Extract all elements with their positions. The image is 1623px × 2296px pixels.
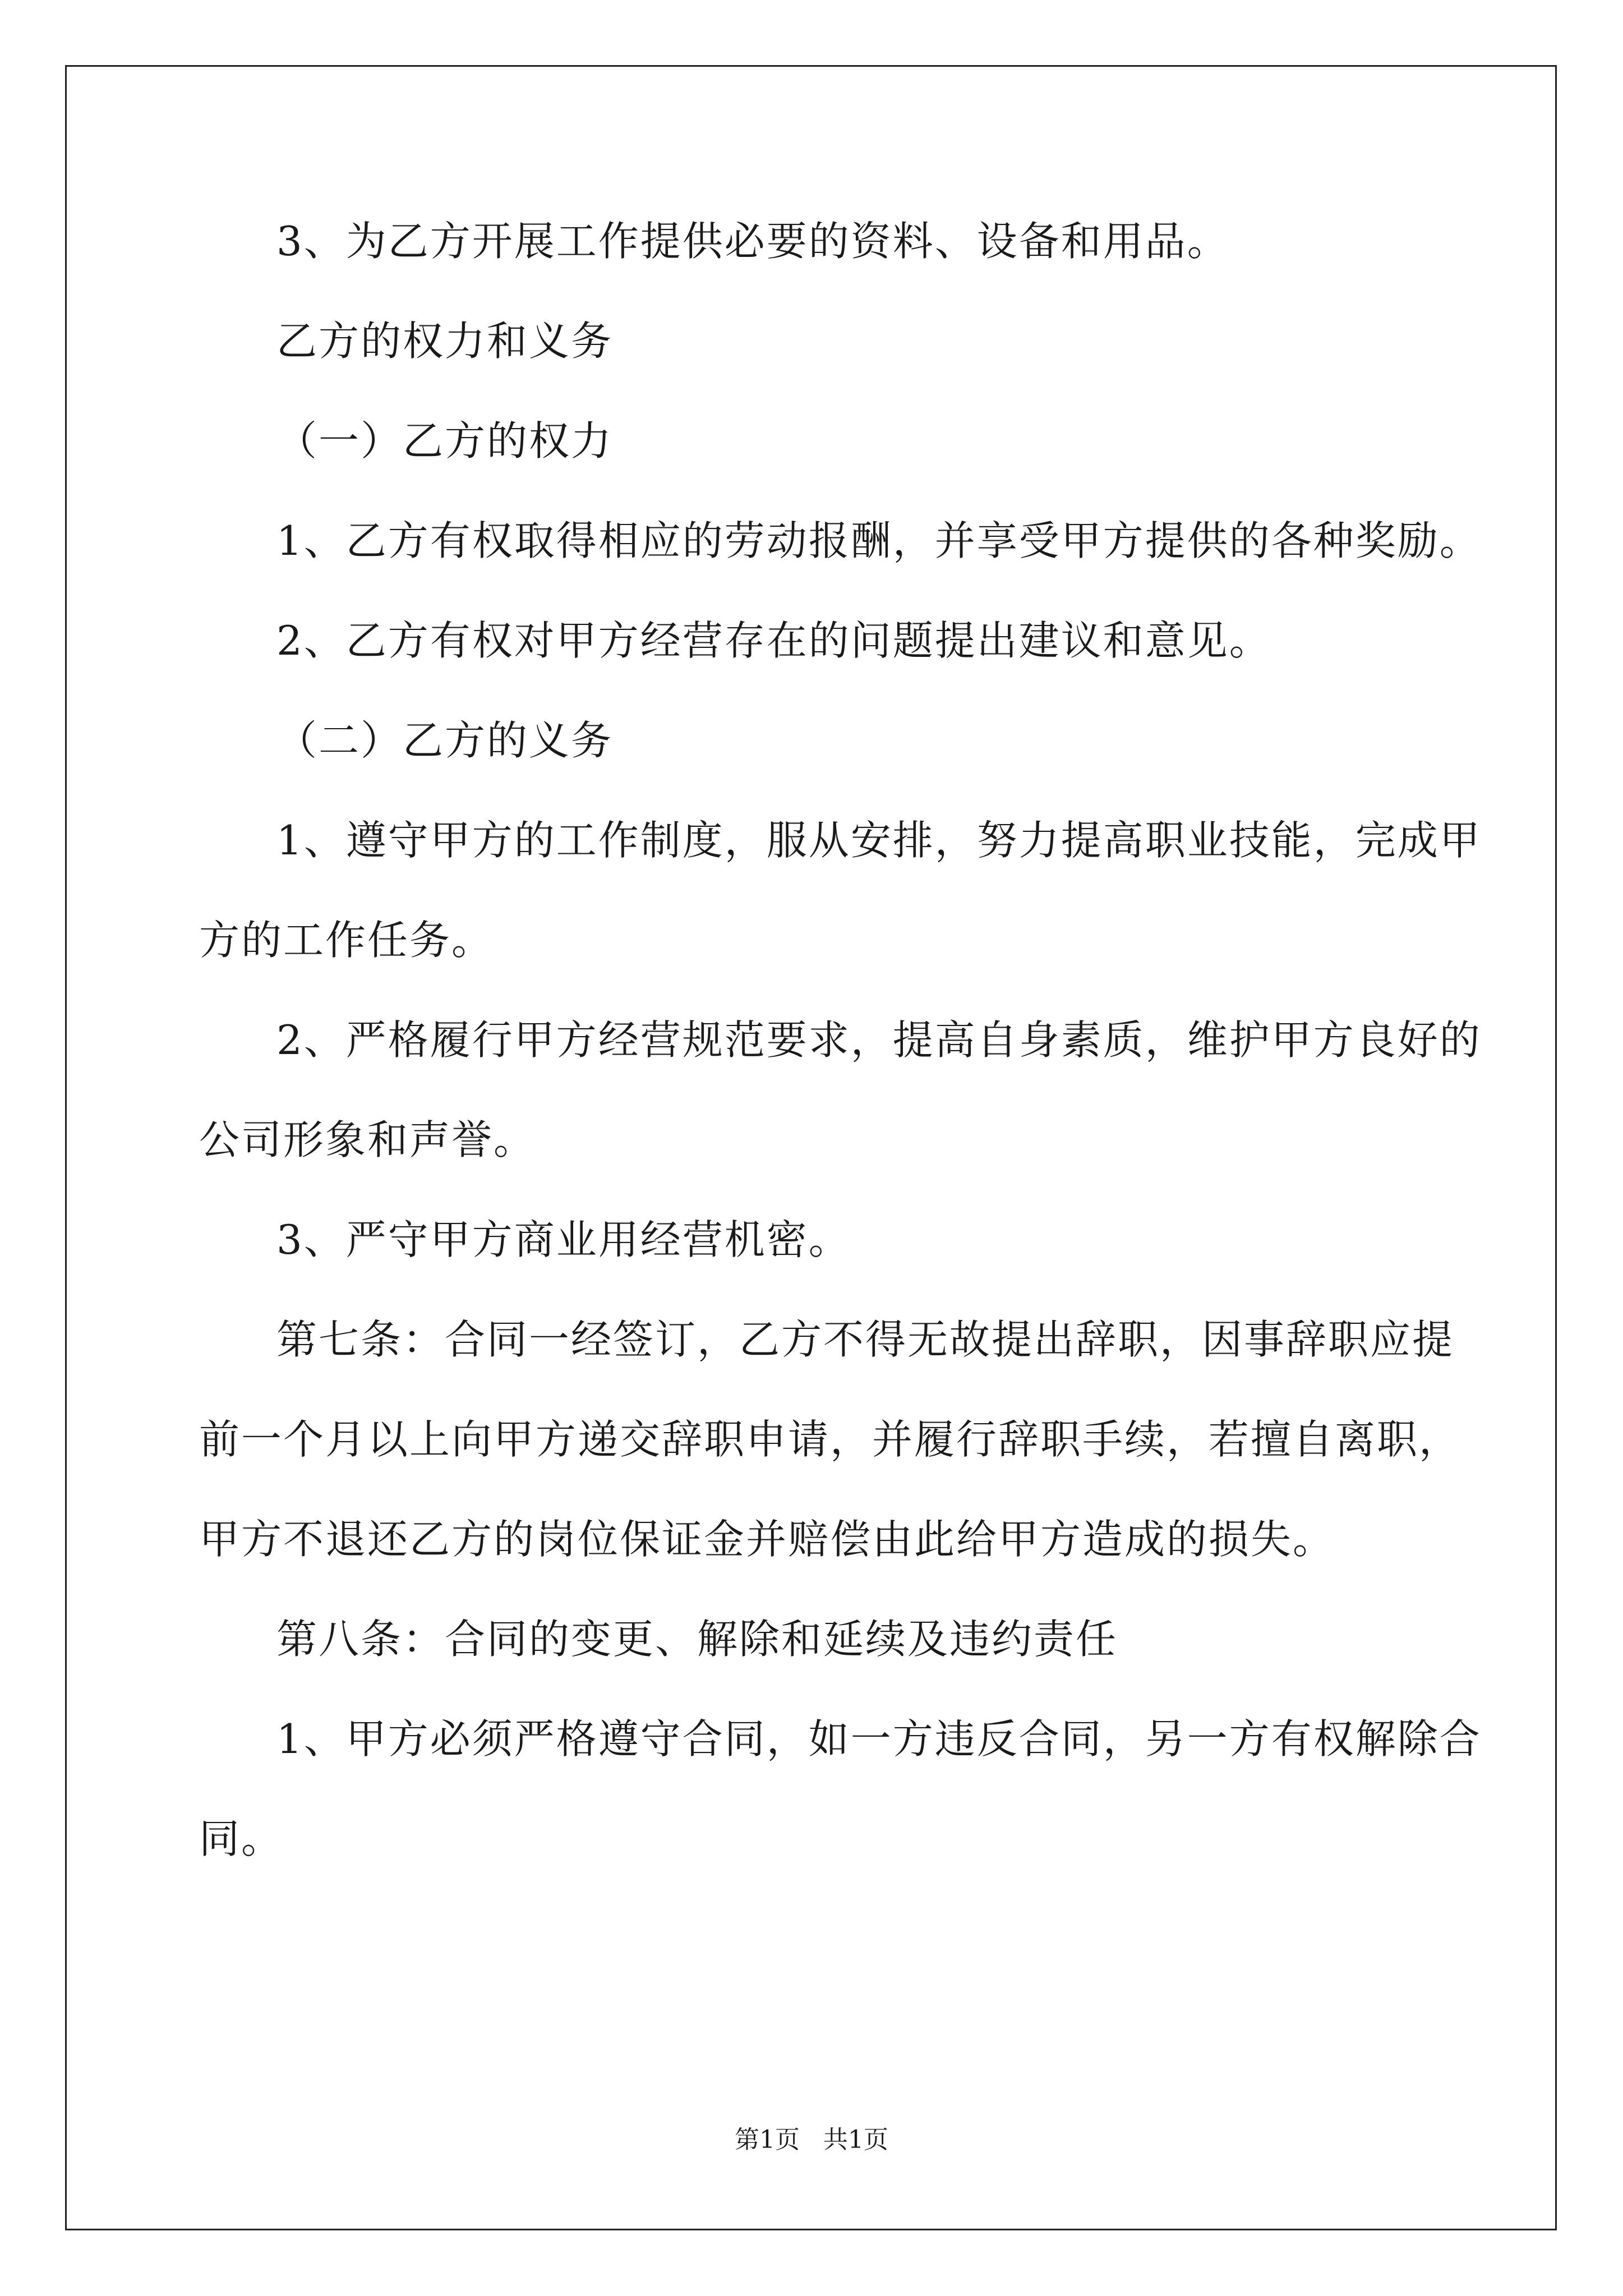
article-heading: 第八条：合同的变更、解除和延续及违约责任 [276, 1616, 1118, 1663]
paragraph-line: 1、遵守甲方的工作制度，服从安排，努力提高职业技能，完成甲 [276, 817, 1482, 864]
section-heading: 乙方的权力和义务 [276, 318, 614, 365]
paragraph-line: 2、严格履行甲方经营规范要求，提高自身素质，维护甲方良好的 [276, 1016, 1482, 1064]
paragraph-line: 同。 [199, 1815, 284, 1862]
subsection-heading: （一）乙方的权力 [276, 417, 614, 464]
paragraph-line: 3、为乙方开展工作提供必要的资料、设备和用品。 [276, 218, 1229, 265]
subsection-heading: （二）乙方的义务 [276, 717, 614, 764]
paragraph-line: 3、严守甲方商业用经营机密。 [276, 1216, 851, 1263]
paragraph-line: 1、乙方有权取得相应的劳动报酬，并享受甲方提供的各种奖励。 [276, 517, 1482, 564]
paragraph-line: 2、乙方有权对甲方经营存在的问题提出建议和意见。 [276, 617, 1271, 664]
paragraph-line: 1、甲方必须严格遵守合同，如一方违反合同，另一方有权解除合 [276, 1715, 1482, 1763]
page-footer [0, 2123, 1623, 2157]
page-number-total: 共1页 [823, 2125, 888, 2154]
paragraph-line: 前一个月以上向甲方递交辞职申请，并履行辞职手续，若擅自离职， [199, 1416, 1461, 1463]
paragraph-line: 甲方不退还乙方的岗位保证金并赔偿由此给甲方造成的损失。 [199, 1516, 1335, 1563]
paragraph-line: 公司形象和声誉。 [199, 1116, 536, 1163]
page-number-current: 第1页 [735, 2125, 800, 2154]
paragraph-line: 第七条：合同一经签订，乙方不得无故提出辞职，因事辞职应提 [276, 1316, 1455, 1363]
paragraph-line: 方的工作任务。 [199, 917, 494, 964]
